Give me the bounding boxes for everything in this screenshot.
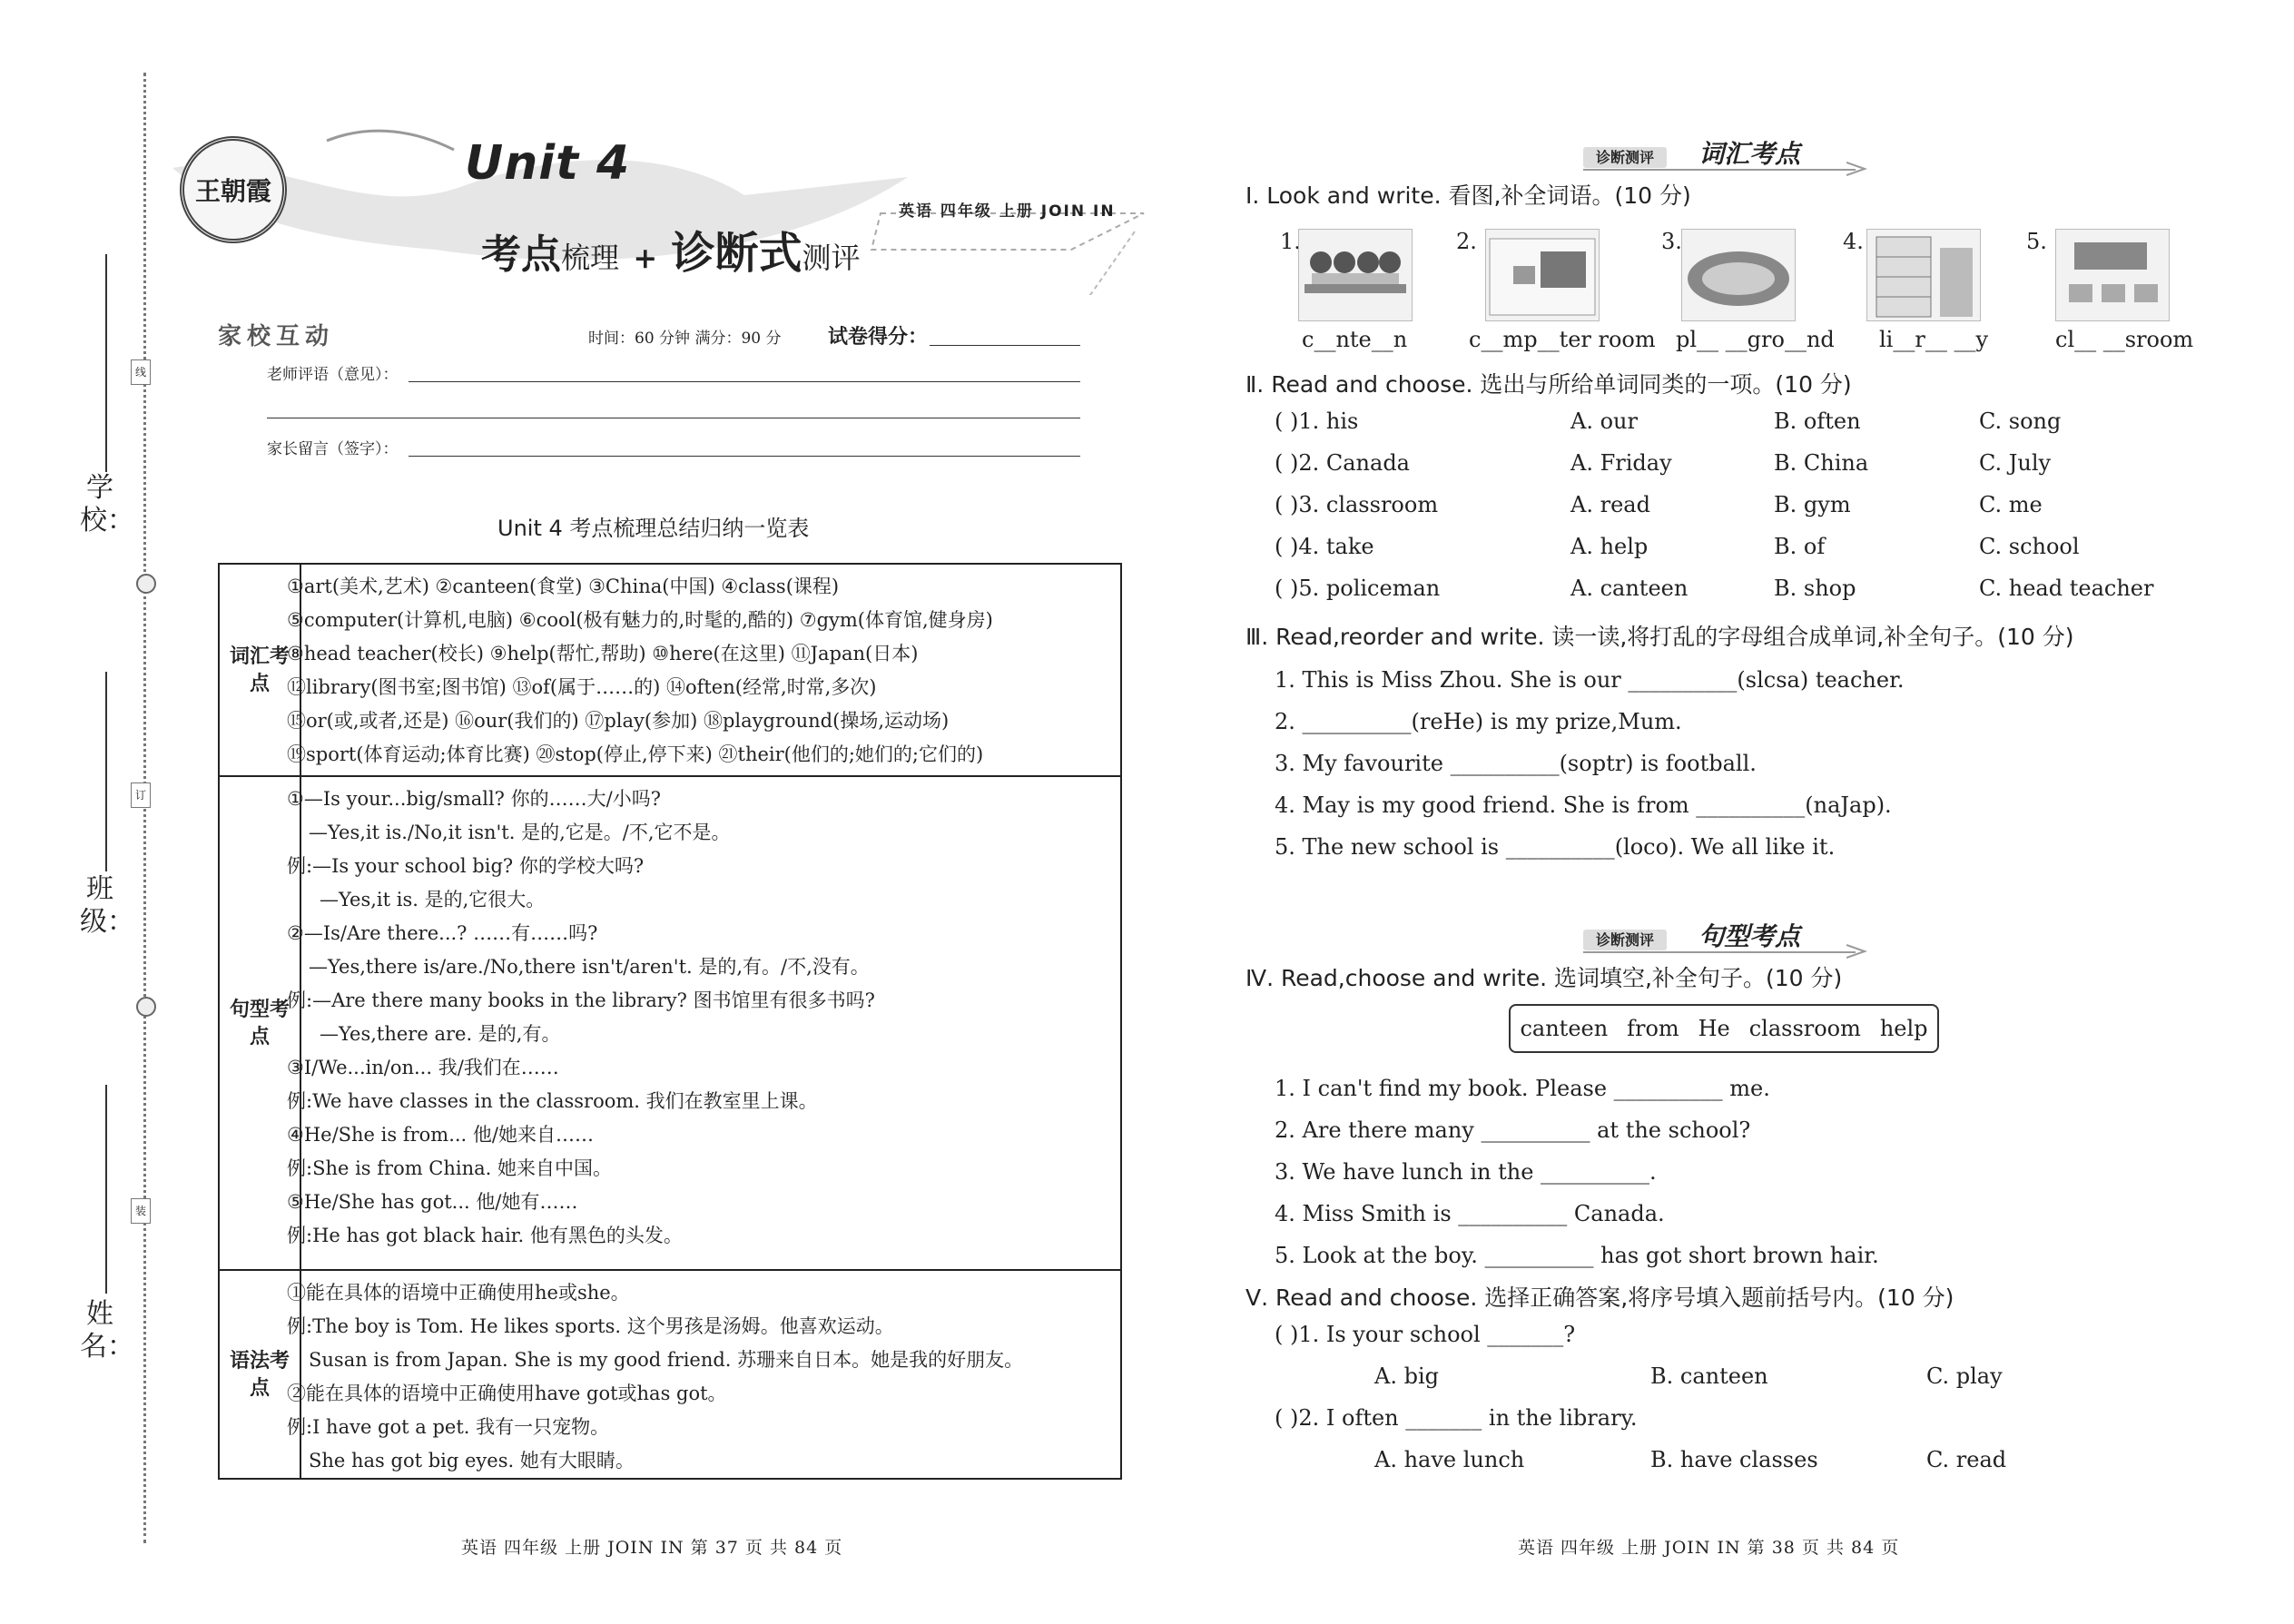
q2-option-a: A. Friday [1570, 450, 1672, 476]
header-underline [1583, 169, 1856, 171]
summary-title: Unit 4 考点梳理总结归纳一览表 [497, 516, 810, 541]
vocab-section [220, 565, 1120, 777]
brand-logo: 王朝霞 [180, 136, 287, 243]
arrow-icon [1846, 159, 1868, 179]
class-label: 班级： [80, 873, 134, 938]
q5-option-a: A. have lunch [1374, 1447, 1525, 1472]
library-shelves-icon [1866, 229, 1981, 321]
sentence-section [220, 777, 1120, 1271]
word-bank-item: classroom [1748, 1016, 1861, 1041]
q2-option-b: B. China [1774, 450, 1869, 476]
sentence-section-title: 句型考点 [1698, 921, 1801, 951]
q1-num-5: 5. [2026, 229, 2047, 254]
binding-dotted-line [143, 73, 146, 1543]
subtitle-shuli: 梳理 [561, 241, 620, 275]
sentence-line: ⑤He/She has got... 他/她有…… [287, 1191, 578, 1213]
vocab-section-label: 词汇考点 [220, 565, 301, 775]
q2-option-b: B. shop [1774, 576, 1856, 601]
grammar-section [220, 1271, 1120, 1478]
word-bank-item: He [1698, 1016, 1730, 1041]
q4-item[interactable]: 2. Are there many __________ at the school? [1275, 1117, 1751, 1143]
q2-option-c: C. July [1979, 450, 2052, 476]
q2-answer-blank[interactable]: ( )5. policeman [1275, 576, 1441, 601]
grammar-section-label: 语法考点 [220, 1271, 301, 1478]
q4-item[interactable]: 3. We have lunch in the __________. [1275, 1159, 1657, 1185]
binding-hole-icon [136, 997, 156, 1017]
q3-list [1275, 659, 1905, 868]
word-bank-item: canteen [1520, 1016, 1609, 1041]
grammar-line: ②能在具体的语境中正确使用have got或has got。 [287, 1383, 727, 1404]
family-school-title: 家校互动 [218, 323, 335, 350]
q4-word-bank [1509, 1004, 1939, 1053]
sentence-line: —Yes,there is/are./No,there isn't/aren't. 是的,有。/不,没有。 [309, 956, 870, 978]
q1-word-2: c__mp__ter room [1469, 327, 1656, 352]
seal-char-zhuang: 装 [131, 1198, 151, 1224]
diagnosis-tag: 诊断测评 [1583, 147, 1667, 168]
grammar-section-body [287, 1276, 1113, 1478]
vocab-line: ⑧head teacher(校长) ⑨help(帮忙,帮助) ⑩here(在这里) ⑪Japan(日本) [287, 643, 919, 664]
computer-room-icon [1485, 229, 1600, 321]
q4-item[interactable]: 1. I can't find my book. Please __________ me. [1275, 1076, 1770, 1101]
sentence-line: ③I/We...in/on... 我/我们在…… [287, 1057, 559, 1078]
right-page-footer: 英语 四年级 上册 JOIN IN 第 38 页 共 84 页 [1518, 1538, 1900, 1558]
q2-answer-blank[interactable]: ( )4. take [1275, 534, 1374, 559]
sentence-line: ②—Is/Are there...? ……有……吗? [287, 922, 598, 944]
q5-option-b: B. have classes [1650, 1447, 1818, 1472]
vocab-line: ①art(美术,艺术) ②canteen(食堂) ③China(中国) ④class(课程) [287, 576, 840, 597]
q2-option-c: C. me [1979, 492, 2043, 517]
name-write-line [105, 1085, 107, 1294]
q1-num-2: 2. [1456, 229, 1477, 254]
q4-list [1275, 1068, 1879, 1276]
vocab-line: ⑫library(图书室;图书馆) ⑬of(属于……的) ⑭often(经常,时常,多次) [287, 676, 877, 698]
subtitle-zhenduan: 诊断式 [671, 228, 802, 279]
sentence-line: —Yes,it is. 是的,它很大。 [320, 889, 546, 910]
q2-answer-blank[interactable]: ( )1. his [1275, 408, 1359, 434]
q1-num-1: 1. [1280, 229, 1301, 254]
q3-item[interactable]: 2. __________(reHe) is my prize,Mum. [1275, 709, 1682, 734]
q3-item[interactable]: 4. May is my good friend. She is from __________(naJap). [1275, 792, 1892, 818]
seal-char-ding: 订 [131, 782, 151, 808]
q2-option-c: C. head teacher [1979, 576, 2154, 601]
sentence-line: —Yes,it is./No,it isn't. 是的,它是。/不,它不是。 [309, 822, 731, 843]
vocab-section-body [287, 570, 1113, 772]
q5-stem-1[interactable]: ( )1. Is your school _______? [1275, 1322, 1576, 1347]
q5-option-b: B. canteen [1650, 1363, 1768, 1389]
playground-icon [1681, 229, 1796, 321]
sentence-diagnosis-header [1583, 917, 1800, 953]
book-tagline: 英语 四年级 上册 JOIN IN [899, 202, 1116, 221]
sentence-line: 例:He has got black hair. 他有黑色的头发。 [287, 1225, 683, 1246]
word-bank-item: from [1627, 1016, 1679, 1041]
school-write-line [105, 254, 107, 472]
left-page-footer: 英语 四年级 上册 JOIN IN 第 37 页 共 84 页 [461, 1538, 843, 1558]
grammar-line: 例:I have got a pet. 我有一只宠物。 [287, 1416, 610, 1438]
time-info: 时间：60 分钟 满分：90 分 [588, 330, 782, 348]
sentence-line: —Yes,there are. 是的,有。 [320, 1023, 561, 1045]
vocab-line: ⑮or(或,或者,还是) ⑯our(我们的) ⑰play(参加) ⑱playground(操场,运动场) [287, 710, 950, 732]
q2-answer-blank[interactable]: ( )3. classroom [1275, 492, 1439, 517]
q5-option-c: C. play [1926, 1363, 2003, 1389]
q5-title: Ⅴ. Read and choose. 选择正确答案,将序号填入题前括号内。(10 分) [1245, 1284, 1954, 1311]
teacher-comment-label: 老师评语（意见）： [267, 366, 399, 384]
subtitle-kaodian: 考点 [481, 231, 561, 278]
score-input-line[interactable] [930, 345, 1080, 346]
q2-option-c: C. school [1979, 534, 2080, 559]
sentence-line: ①—Is your...big/small? 你的……大/小吗? [287, 788, 661, 810]
q2-option-a: A. our [1570, 408, 1638, 434]
q2-option-b: B. gym [1774, 492, 1851, 517]
sentence-line: 例:She is from China. 她来自中国。 [287, 1157, 613, 1179]
q2-option-a: A. read [1570, 492, 1650, 517]
q5-stem-2[interactable]: ( )2. I often _______ in the library. [1275, 1405, 1638, 1431]
word-bank-item: help [1879, 1016, 1928, 1041]
sentence-section-body [287, 782, 1113, 1253]
q1-title: Ⅰ. Look and write. 看图,补全词语。(10 分) [1245, 182, 1691, 209]
grammar-line: 例:The boy is Tom. He likes sports. 这个男孩是汤姆。他喜欢运动。 [287, 1315, 894, 1337]
sentence-section-label: 句型考点 [220, 777, 301, 1269]
diagnosis-tag: 诊断测评 [1583, 930, 1667, 950]
q1-word-5: cl__ __sroom [2055, 327, 2194, 352]
vocab-diagnosis-header [1583, 134, 1800, 171]
page-subtitle [481, 218, 861, 281]
grammar-line: Susan is from Japan. She is my good friend. 苏珊来自日本。她是我的好朋友。 [309, 1349, 1024, 1371]
parent-comment-label: 家长留言（签字）： [267, 440, 399, 458]
header-underline [1583, 951, 1856, 953]
q3-item[interactable]: 3. My favourite __________(soptr) is football. [1275, 751, 1757, 776]
q4-item[interactable]: 4. Miss Smith is __________ Canada. [1275, 1201, 1665, 1226]
q1-word-3: pl__ __gro__nd [1676, 327, 1835, 352]
sentence-line: 例:—Are there many books in the library? 图书馆里有很多书吗? [287, 989, 875, 1011]
vocab-line: ⑤computer(计算机,电脑) ⑥cool(极有魅力的,时髦的,酷的) ⑦gym(体育馆,健身房) [287, 609, 993, 631]
q2-option-c: C. song [1979, 408, 2062, 434]
q5-option-a: A. big [1374, 1363, 1439, 1389]
unit-title: Unit 4 [465, 136, 631, 191]
q2-option-a: A. help [1570, 534, 1649, 559]
q3-title: Ⅲ. Read,reorder and write. 读一读,将打乱的字母组合成单词,补全句子。(10 分) [1245, 624, 2074, 650]
q2-option-b: B. often [1774, 408, 1861, 434]
parent-comment-line[interactable] [409, 456, 1080, 457]
name-label: 姓名： [80, 1298, 134, 1363]
q2-title: Ⅱ. Read and choose. 选出与所给单词同类的一项。(10 分) [1245, 371, 1852, 398]
arrow-icon [1846, 941, 1868, 961]
q2-answer-blank[interactable]: ( )2. Canada [1275, 450, 1410, 476]
q1-num-4: 4. [1843, 229, 1864, 254]
teacher-comment-line[interactable] [409, 381, 1080, 382]
grammar-line: ①能在具体的语境中正确使用he或she。 [287, 1282, 630, 1304]
q1-word-1: c__nte__n [1302, 327, 1408, 352]
sentence-line: ④He/She is from... 他/她来自…… [287, 1124, 594, 1146]
vocab-line: ⑲sport(体育运动;体育比赛) ⑳stop(停止,停下来) ㉑their(他们的;她们的;它们的) [287, 743, 984, 765]
q5-option-c: C. read [1926, 1447, 2007, 1472]
q4-item[interactable]: 5. Look at the boy. __________ has got short brown hair. [1275, 1243, 1879, 1268]
summary-table [218, 563, 1122, 1480]
classroom-icon [2055, 229, 2170, 321]
q2-option-b: B. of [1774, 534, 1826, 559]
class-write-line [105, 672, 107, 871]
q1-word-4: li__r__ __y [1879, 327, 1989, 352]
binding-hole-icon [136, 574, 156, 594]
grammar-line: She has got big eyes. 她有大眼睛。 [309, 1450, 635, 1471]
q3-item[interactable]: 5. The new school is __________(loco). We all like it. [1275, 834, 1836, 860]
subtitle-ceping: 测评 [802, 241, 861, 275]
school-label: 学校： [80, 472, 134, 536]
vocab-section-title: 词汇考点 [1698, 139, 1801, 169]
sentence-line: 例:—Is your school big? 你的学校大吗? [287, 855, 645, 877]
q2-option-a: A. canteen [1570, 576, 1689, 601]
students-at-table-icon [1298, 229, 1413, 321]
seal-char-xian: 线 [131, 359, 151, 385]
sentence-line: 例:We have classes in the classroom. 我们在教室里上课。 [287, 1090, 818, 1112]
score-label: 试卷得分： [828, 325, 929, 349]
q1-num-3: 3. [1661, 229, 1682, 254]
q3-item[interactable]: 1. This is Miss Zhou. She is our __________(slcsa) teacher. [1275, 667, 1905, 693]
q4-title: Ⅳ. Read,choose and write. 选词填空,补全句子。(10 分) [1245, 965, 1843, 991]
subtitle-plus: + [633, 241, 658, 275]
